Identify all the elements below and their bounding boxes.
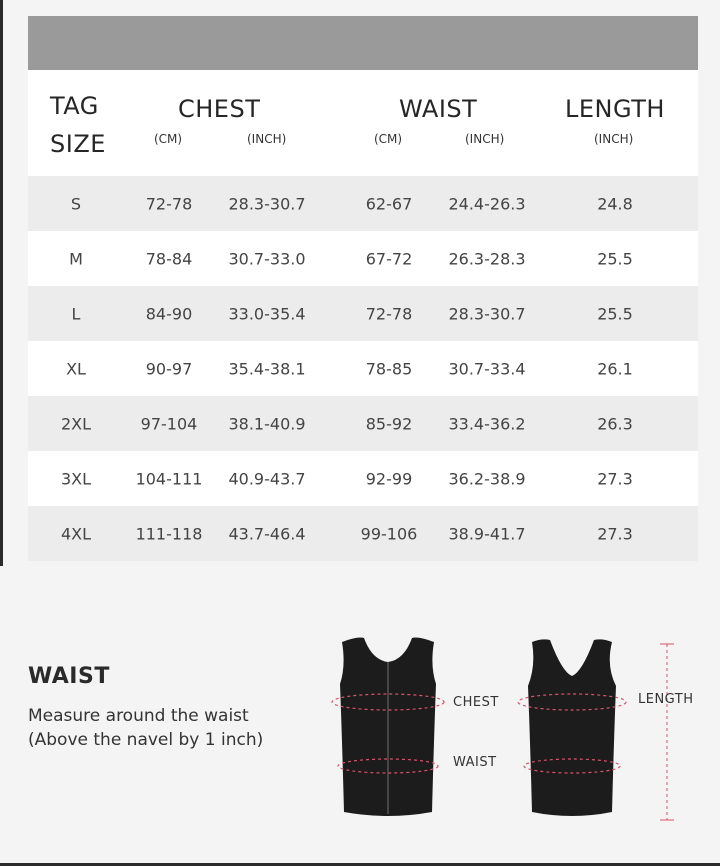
- waist-cm-cell: 92-99: [365, 469, 413, 488]
- size-cell: L: [71, 304, 81, 323]
- chest-cm-cell: 111-118: [135, 524, 203, 543]
- waist-inch-unit: (INCH): [465, 132, 505, 146]
- vest-back-icon: [528, 639, 616, 816]
- table-row: [28, 451, 698, 506]
- size-cell: M: [69, 249, 83, 268]
- length-inch-unit: (INCH): [594, 132, 634, 146]
- table-header: [28, 70, 698, 176]
- chest-cm-unit: (CM): [154, 132, 183, 146]
- vest-figures-svg: [310, 626, 710, 826]
- waist-cm-cell: 78-85: [365, 359, 413, 378]
- waist-inch-cell: 28.3-30.7: [448, 304, 526, 323]
- guide-line-1: Measure around the waist: [28, 706, 249, 726]
- length-cell: 27.3: [597, 469, 633, 488]
- chest-cm-cell: 78-84: [145, 249, 193, 268]
- size-cell: 2XL: [60, 414, 92, 433]
- length-cell: 26.3: [597, 414, 633, 433]
- waist-inch-cell: 33.4-36.2: [448, 414, 526, 433]
- size-cell: S: [70, 194, 82, 213]
- table-row: [28, 176, 698, 231]
- guide-line-2: (Above the navel by 1 inch): [28, 730, 264, 750]
- size-chart-table: [28, 70, 698, 561]
- chest-cm-cell: 72-78: [145, 194, 193, 213]
- chest-inch-cell: 43.7-46.4: [228, 524, 306, 543]
- waist-cm-cell: 85-92: [365, 414, 413, 433]
- table-row: [28, 396, 698, 451]
- waist-label: WAIST: [453, 755, 497, 770]
- waist-header: WAIST: [399, 95, 478, 123]
- chest-inch-cell: 30.7-33.0: [228, 249, 306, 268]
- length-cell: 27.3: [597, 524, 633, 543]
- length-cell: 25.5: [597, 304, 633, 323]
- table-row: [28, 231, 698, 286]
- tag-size-header-line2: SIZE: [50, 130, 106, 158]
- waist-cm-cell: 62-67: [365, 194, 413, 213]
- waist-cm-cell: 99-106: [360, 524, 418, 543]
- chest-inch-cell: 40.9-43.7: [228, 469, 306, 488]
- table-row: [28, 341, 698, 396]
- size-cell: XL: [66, 359, 86, 378]
- chest-header: CHEST: [178, 95, 261, 123]
- waist-inch-cell: 38.9-41.7: [448, 524, 526, 543]
- waist-inch-cell: 26.3-28.3: [448, 249, 526, 268]
- chest-inch-cell: 33.0-35.4: [228, 304, 306, 323]
- chest-inch-cell: 28.3-30.7: [228, 194, 306, 213]
- length-cell: 24.8: [597, 194, 633, 213]
- waist-inch-cell: 30.7-33.4: [448, 359, 526, 378]
- chest-label: CHEST: [453, 695, 499, 710]
- tag-size-header-line1: TAG: [50, 92, 99, 120]
- length-label: LENGTH: [638, 692, 694, 707]
- chest-inch-cell: 38.1-40.9: [228, 414, 306, 433]
- size-cell: 3XL: [60, 469, 92, 488]
- length-cell: 25.5: [597, 249, 633, 268]
- chest-cm-cell: 90-97: [145, 359, 193, 378]
- waist-inch-cell: 24.4-26.3: [448, 194, 526, 213]
- waist-cm-cell: 72-78: [365, 304, 413, 323]
- length-cell: 26.1: [597, 359, 633, 378]
- length-header: LENGTH: [565, 95, 665, 123]
- size-cell: 4XL: [60, 524, 92, 543]
- guide-description: [28, 704, 263, 752]
- chest-inch-cell: 35.4-38.1: [228, 359, 306, 378]
- chest-cm-cell: 84-90: [145, 304, 193, 323]
- waist-cm-cell: 67-72: [365, 249, 413, 268]
- chest-inch-unit: (INCH): [247, 132, 287, 146]
- chest-cm-cell: 97-104: [140, 414, 198, 433]
- table-row: [28, 506, 698, 561]
- guide-title: WAIST: [28, 664, 110, 689]
- measurement-guide: [0, 566, 720, 863]
- table-row: [28, 286, 698, 341]
- waist-inch-cell: 36.2-38.9: [448, 469, 526, 488]
- header-banner: [28, 16, 698, 70]
- vest-illustration: [310, 626, 710, 826]
- waist-cm-unit: (CM): [374, 132, 403, 146]
- chest-cm-cell: 104-111: [135, 469, 203, 488]
